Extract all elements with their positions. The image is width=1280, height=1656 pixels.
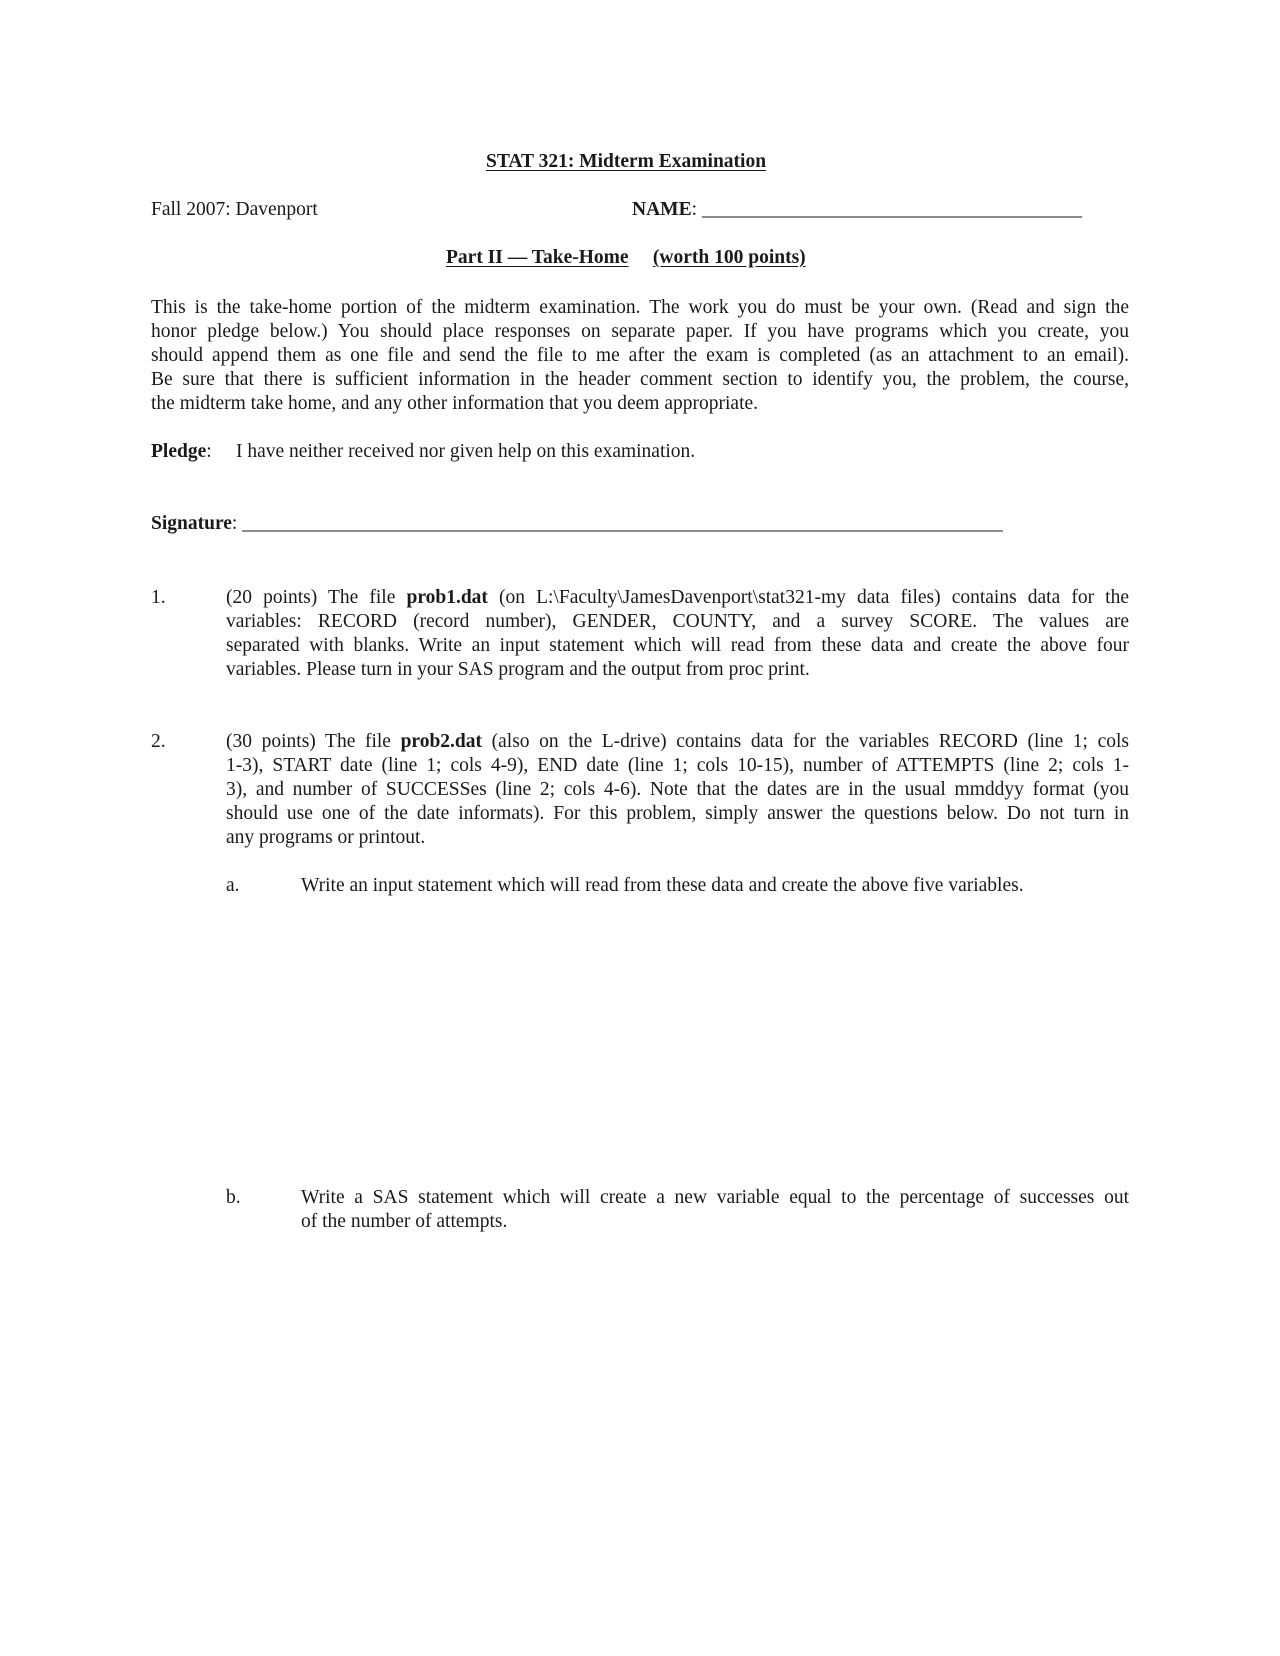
question-line xyxy=(226,730,1129,754)
question-line xyxy=(226,586,1129,610)
question-line: any programs or printout. xyxy=(226,827,426,848)
intro-line: the midterm take home, and any other information that you deem appropriate. xyxy=(151,393,759,414)
question-1-suffix: (on L:\Faculty\JamesDavenport\stat321-my data files) contains data for the xyxy=(487,587,1129,608)
intro-line: should append them as one file and send the file to me after the exam is completed (as an attachment to an email). xyxy=(151,345,1129,366)
question-line: 1-3), START date (line 1; cols 4-9), END date (line 1; cols 10-15), number of ATTEMPTS (line 2; cols 1- xyxy=(226,755,1129,776)
signature-label: Signature xyxy=(151,513,232,534)
pledge-label: Pledge xyxy=(151,441,207,462)
question-line: variables. Please turn in your SAS program and the output from proc print. xyxy=(226,659,810,680)
name-line: : _______________________________________ xyxy=(691,199,1083,220)
pledge-colon: : xyxy=(206,441,212,462)
question-line: variables: RECORD (record number), GENDER, COUNTY, and a survey SCORE. The values are xyxy=(226,611,1129,632)
question-1-number: 1. xyxy=(151,587,166,608)
question-2a-text xyxy=(301,874,1129,898)
question-2-number: 2. xyxy=(151,731,166,752)
question-1-filename: prob1.dat xyxy=(406,587,488,608)
signature-line: : ______________________________________________________________________________ xyxy=(231,513,1003,534)
question-2-suffix: (also on the L-drive) contains data for the variables RECORD (line 1; cols xyxy=(482,731,1129,752)
pledge xyxy=(151,440,696,464)
intro-paragraph xyxy=(151,296,1129,416)
question-line: of the number of attempts. xyxy=(301,1211,508,1232)
question-2-text xyxy=(226,730,1129,850)
part-title: Part II — Take-Home xyxy=(446,247,629,268)
question-1-prefix: (20 points) The file xyxy=(226,587,407,608)
intro-line: Be sure that there is sufficient information in the header comment section to identify you, the problem, the course, xyxy=(151,369,1129,390)
intro-line: honor pledge below.) You should place responses on separate paper. If you have programs which you create, you xyxy=(151,321,1129,342)
question-2-prefix: (30 points) The file xyxy=(226,731,401,752)
name-field xyxy=(632,198,1082,222)
intro-line: This is the take-home portion of the midterm examination. The work you do must be your own. (Read and sign the xyxy=(151,297,1129,318)
question-2b-text xyxy=(301,1186,1129,1234)
term-instructor: Fall 2007: Davenport xyxy=(151,199,318,220)
question-2b-label: b. xyxy=(226,1187,241,1208)
exam-title: STAT 321: Midterm Examination xyxy=(486,151,767,172)
question-line: Write an input statement which will read from these data and create the above five variables. xyxy=(301,875,1024,896)
question-line: Write a SAS statement which will create a new variable equal to the percentage of successes out xyxy=(301,1187,1129,1208)
signature-field xyxy=(151,512,1003,536)
part-worth: (worth 100 points) xyxy=(652,247,806,268)
name-label: NAME xyxy=(632,199,692,220)
question-line: separated with blanks. Write an input statement which will read from these data and create the above four xyxy=(226,635,1129,656)
part-heading xyxy=(446,246,806,270)
pledge-text: I have neither received nor given help on this examination. xyxy=(236,441,696,462)
question-line: should use one of the date informats). For this problem, simply answer the questions below. Do not turn in xyxy=(226,803,1129,824)
question-2a-label: a. xyxy=(226,875,240,896)
question-1-text xyxy=(226,586,1129,682)
question-line: 3), and number of SUCCESSes (line 2; cols 4-6). Note that the dates are in the usual mmddyy format (you xyxy=(226,779,1129,800)
question-2-filename: prob2.dat xyxy=(400,731,483,752)
